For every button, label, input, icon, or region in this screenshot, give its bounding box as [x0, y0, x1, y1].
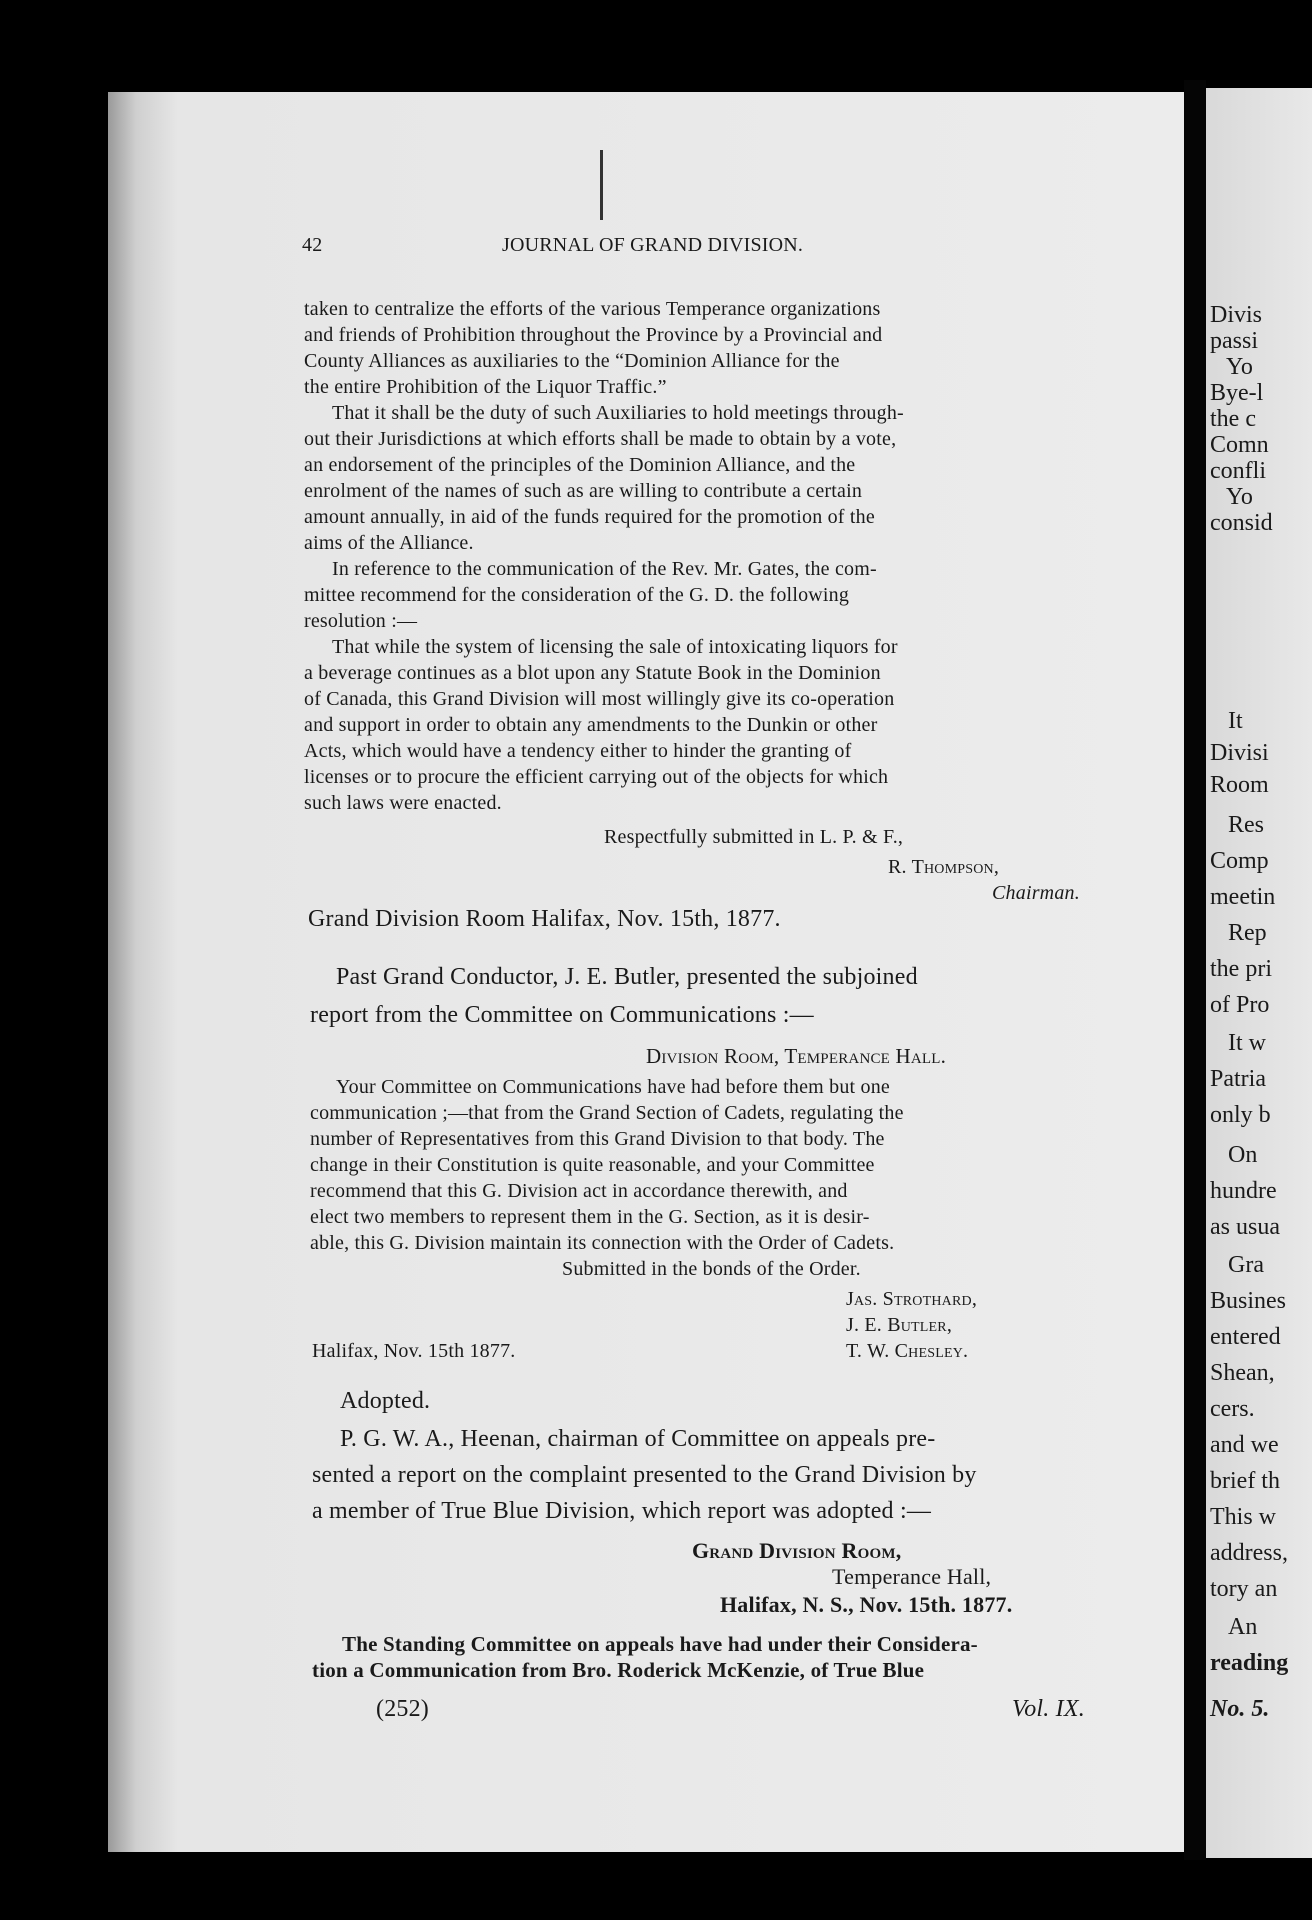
cut-text: Yo	[1226, 484, 1253, 510]
cut-text: cers.	[1210, 1396, 1255, 1422]
cut-text: address,	[1210, 1540, 1288, 1566]
address-line: Temperance Hall,	[832, 1564, 992, 1589]
text-line: such laws were enacted.	[304, 792, 502, 814]
page-number: 42	[302, 234, 323, 256]
place-date: Halifax, Nov. 15th 1877.	[312, 1340, 516, 1362]
signatory-name: R. Thompson,	[888, 856, 1000, 878]
volume-number: Vol. IX.	[1012, 1696, 1085, 1722]
cut-text: brief th	[1210, 1468, 1280, 1494]
text-line: communication ;—that from the Grand Section of Cadets, regulating the	[310, 1102, 904, 1124]
cut-text: It	[1228, 708, 1243, 734]
book-spine	[1184, 80, 1206, 1860]
text-line: and friends of Prohibition throughout the Province by a Provincial and	[304, 324, 883, 346]
cut-text: confli	[1210, 458, 1266, 484]
signatory-name: J. E. Butler,	[846, 1314, 953, 1336]
cut-text: as usua	[1210, 1214, 1280, 1240]
cut-text: reading	[1210, 1650, 1289, 1676]
text-line: able, this G. Division maintain its connection with the Order of Cadets.	[310, 1232, 895, 1254]
text-line: licenses or to procure the efficient carrying out of the objects for which	[304, 766, 889, 788]
cut-text: entered	[1210, 1324, 1281, 1350]
cut-text: This w	[1210, 1504, 1276, 1530]
cut-text: Bye-l	[1210, 380, 1264, 406]
signatory-name: Jas. Strothard,	[846, 1288, 978, 1310]
text-line: Your Committee on Communications have had before them but one	[336, 1076, 890, 1098]
text-line: of Canada, this Grand Division will most willingly give its co-operation	[304, 688, 895, 710]
text-line: elect two members to represent them in the G. Section, as it is desir-	[310, 1206, 870, 1228]
text-line: out their Jurisdictions at which efforts shall be made to obtain by a vote,	[304, 428, 897, 450]
text-line: P. G. W. A., Heenan, chairman of Committee on appeals pre-	[340, 1426, 936, 1452]
submission-line: Submitted in the bonds of the Order.	[562, 1258, 861, 1280]
cut-text: passi	[1210, 328, 1258, 354]
text-line: The Standing Committee on appeals have had under their Considera-	[342, 1632, 978, 1656]
text-line: report from the Committee on Communications :—	[310, 1002, 814, 1028]
text-line: Past Grand Conductor, J. E. Butler, presented the subjoined	[336, 964, 918, 990]
cut-text: Comp	[1210, 848, 1269, 874]
text-line: In reference to the communication of the Rev. Mr. Gates, the com-	[332, 558, 877, 580]
text-line: County Alliances as auxiliaries to the “Dominion Alliance for the	[304, 350, 840, 372]
cut-text: Divis	[1210, 302, 1263, 328]
signatory-name: T. W. Chesley.	[846, 1340, 969, 1362]
cut-text: meetin	[1210, 884, 1276, 910]
cut-text: Patria	[1210, 1066, 1266, 1092]
text-line: enrolment of the names of such as are willing to contribute a certain	[304, 480, 863, 502]
text-line: recommend that this G. Division act in accordance therewith, and	[310, 1180, 848, 1202]
cut-text: Res	[1228, 812, 1264, 838]
cut-text: the c	[1210, 406, 1256, 432]
text-line: sented a report on the complaint presented to the Grand Division by	[312, 1462, 977, 1488]
adjacent-page	[1206, 88, 1312, 1858]
cut-text: and we	[1210, 1432, 1279, 1458]
text-line: mittee recommend for the consideration of the G. D. the following	[304, 584, 850, 606]
cut-text: the pri	[1210, 956, 1272, 982]
submission-line: Respectfully submitted in L. P. & F.,	[604, 826, 904, 848]
text-line: That it shall be the duty of such Auxiliaries to hold meetings through-	[332, 402, 904, 424]
cut-text: Rep	[1228, 920, 1267, 946]
text-line: taken to centralize the efforts of the various Temperance organizations	[304, 298, 881, 320]
text-line: change in their Constitution is quite reasonable, and your Committee	[310, 1154, 875, 1176]
cut-text: An	[1228, 1614, 1258, 1640]
signatory-role: Chairman.	[992, 882, 1080, 904]
text-line: tion a Communication from Bro. Roderick McKenzie, of True Blue	[312, 1658, 925, 1682]
sheet-number: (252)	[376, 1696, 429, 1722]
cut-text: Busines	[1210, 1288, 1287, 1314]
cut-text: Comn	[1210, 432, 1269, 458]
cut-text: only b	[1210, 1102, 1271, 1128]
cut-text: Divisi	[1210, 740, 1269, 766]
cut-text: Shean,	[1210, 1360, 1275, 1386]
text-line: Acts, which would have a tendency either to hinder the granting of	[304, 740, 852, 762]
cut-text: hundre	[1210, 1178, 1277, 1204]
text-line: aims of the Alliance.	[304, 532, 474, 554]
adopted-note: Adopted.	[340, 1388, 431, 1414]
cut-text: tory an	[1210, 1576, 1278, 1602]
address-line: Halifax, N. S., Nov. 15th. 1877.	[720, 1592, 1013, 1617]
division-room-heading: Division Room, Temperance Hall.	[646, 1044, 947, 1068]
text-line: amount annually, in aid of the funds required for the promotion of the	[304, 506, 875, 528]
text-line: and support in order to obtain any amendments to the Dunkin or other	[304, 714, 878, 736]
cut-text: Gra	[1228, 1252, 1264, 1278]
place-date: Grand Division Room Halifax, Nov. 15th, 1877.	[308, 906, 781, 932]
text-line: resolution :—	[304, 610, 418, 632]
cut-text: No. 5.	[1210, 1696, 1270, 1722]
address-line: Grand Division Room,	[692, 1538, 902, 1563]
text-line: number of Representatives from this Grand Division to that body. The	[310, 1128, 885, 1150]
running-header: JOURNAL OF GRAND DIVISION.	[502, 234, 804, 256]
cut-text: of Pro	[1210, 992, 1270, 1018]
ink-mark	[600, 150, 603, 220]
cut-text: consid	[1210, 510, 1273, 536]
cut-text: Yo	[1226, 354, 1253, 380]
text-line: That while the system of licensing the sale of intoxicating liquors for	[332, 636, 898, 658]
text-line: the entire Prohibition of the Liquor Traffic.”	[304, 376, 667, 398]
text-line: a beverage continues as a blot upon any Statute Book in the Dominion	[304, 662, 881, 684]
text-line: an endorsement of the principles of the Dominion Alliance, and the	[304, 454, 856, 476]
cut-text: On	[1228, 1142, 1258, 1168]
text-line: a member of True Blue Division, which report was adopted :—	[312, 1498, 932, 1524]
cut-text: Room	[1210, 772, 1269, 798]
cut-text: It w	[1228, 1030, 1266, 1056]
